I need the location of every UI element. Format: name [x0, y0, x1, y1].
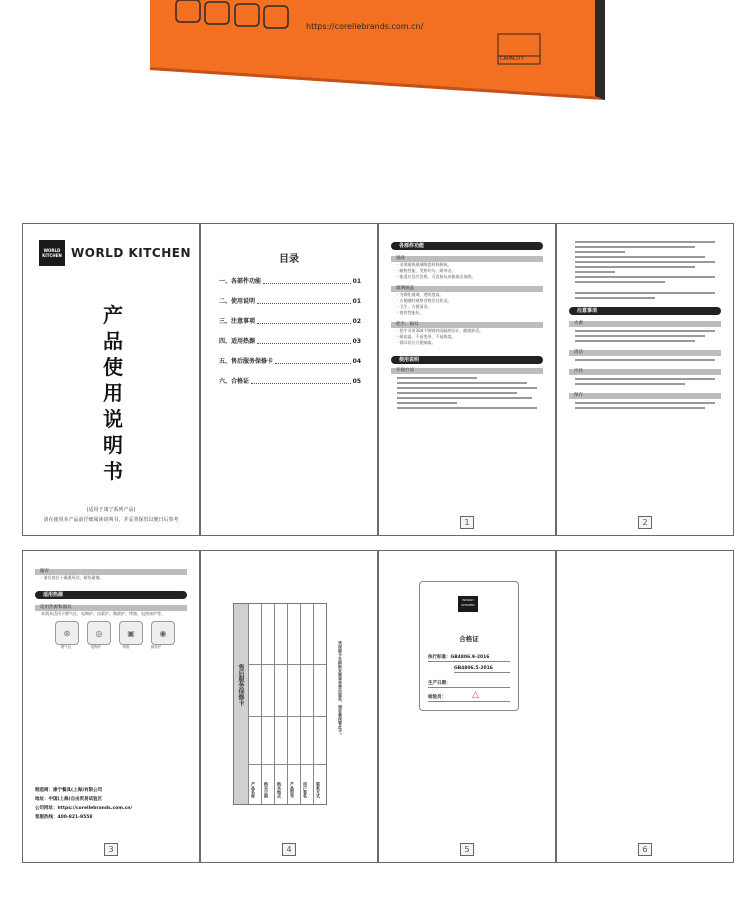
heat-source-icons [35, 621, 187, 645]
cert-date: 生产日期： [428, 680, 510, 688]
toc-item[interactable]: 一、各部件功能 01 [219, 278, 361, 285]
subsection-bar: 玻璃锅盖 [391, 286, 543, 292]
cover-note-2: 请在使用本产品前仔细阅读说明书，并妥善保管以便日后参考 [43, 517, 179, 523]
ceramic-hob-icon: ◎ [87, 621, 111, 645]
subsection-bar: 冷热 [569, 369, 721, 375]
toc-list [219, 276, 361, 396]
subsection-bar: 适用热源和器具 [35, 605, 187, 611]
page-number: 3 [104, 843, 118, 856]
cover-title: 产 品 使 用 说 明 书 [103, 303, 123, 483]
company-info: 制造商：康宁餐具(上海)有限公司 地址：中国(上海)自由贸易试验区 公司网址：https://corellebrands.com.cn/ 客服热线：400-821-9558 [35, 788, 133, 820]
toc-item[interactable]: 四、适用热源 03 [219, 338, 361, 345]
page-number: 2 [638, 516, 652, 529]
box-capacity: CAPACITY [500, 56, 525, 62]
cover-panel [22, 223, 200, 536]
brand-name: WORLD KITCHEN [71, 246, 192, 260]
microwave-icon: ◉ [151, 621, 175, 645]
section-bar: 注意事项 [569, 307, 721, 315]
certificate-title: 合格证 [459, 635, 479, 643]
brand [39, 240, 191, 266]
text-line: · 锅耳设计方便端取。 [397, 340, 436, 345]
box-url: https://corellebrands.com.cn/ [306, 22, 424, 31]
subsection-bar: 保存 [569, 393, 721, 399]
text-line: · 采用耐热玻璃陶瓷材料制成。 [397, 262, 452, 267]
toc-item[interactable]: 三、注意事项 02 [219, 318, 361, 325]
text-line: · 密封性能好。 [397, 310, 424, 315]
subsection-bar: 火源 [569, 321, 721, 327]
page-1-panel [378, 223, 556, 536]
toc-item[interactable]: 五、售后服务保修卡 04 [219, 358, 361, 365]
page-1-content [391, 242, 543, 411]
page-4-panel [200, 550, 378, 863]
warranty-header: 售后服务保修卡 [234, 604, 248, 804]
warranty-field: 产品型号 [290, 782, 295, 798]
toc-item[interactable]: 六、合格证 05 [219, 378, 361, 385]
warranty-field: 产品名称 [251, 782, 256, 798]
subsection-bar: 锅身 [391, 256, 543, 262]
section-bar: 各部件功能 [391, 242, 543, 250]
cert-standard-2: GB4806.5-2016 [454, 666, 510, 673]
brand-logo-text: WORLD KITCHEN [42, 248, 62, 258]
subsection-bar: 开锅方法 [391, 368, 543, 374]
warranty-note: 凭保修卡及购物发票享受售后服务，请妥善保管此卡。 [338, 641, 343, 737]
cover-note-1: (适用于康宁系列产品) [86, 507, 136, 513]
page-3-content [35, 569, 187, 650]
page-number: 4 [282, 843, 296, 856]
text-line: · 耐热性能，受热均匀，耐冲击。 [397, 268, 456, 273]
subsection-bar: 把手、锅耳 [391, 322, 543, 328]
brand-logo: WORLD KITCHEN [458, 596, 478, 612]
subsection-bar: 储存 [35, 569, 187, 575]
warranty-field: 购买日期 [264, 782, 269, 798]
page-2-panel [556, 223, 734, 536]
section-bar: 使用说明 [391, 356, 543, 364]
oven-icon: ▣ [119, 621, 143, 645]
toc-item[interactable]: 二、使用说明 01 [219, 298, 361, 305]
page-2-content [569, 238, 721, 411]
page-number: 5 [460, 843, 474, 856]
brand-logo [39, 240, 65, 266]
cert-standard: 执行标准：GB4806.9-2016 [428, 654, 510, 662]
subsection-bar: 清洁 [569, 350, 721, 356]
text-line: · 方便随时观察食物烹饪状况。 [397, 298, 452, 303]
warranty-card [233, 603, 327, 805]
text-line: 本锅具适用于燃气灶、电陶炉、卤素炉、微波炉、烤箱、电热丝炉等。 [41, 611, 165, 616]
text-line: · 为钢化玻璃，透明度高。 [397, 292, 444, 297]
certificate-card [419, 581, 519, 711]
text-line: · 耐高温，不易变形，不易脱落。 [397, 334, 456, 339]
page-number: 6 [638, 843, 652, 856]
product-box-graphic [150, 0, 605, 100]
toc-panel [200, 223, 378, 536]
heat-source-labels: 燃气灶 电陶炉 烤箱 微波炉 [60, 645, 162, 649]
warranty-field: 用户签名 [303, 782, 308, 798]
text-line: · 卫生，方便清洁。 [397, 304, 432, 309]
page-number: 1 [460, 516, 474, 529]
gas-stove-icon: ⊛ [55, 621, 79, 645]
text-line: · 能适应急冷急热，可直接从冰箱取出加热。 [397, 274, 476, 279]
page-6-panel [556, 550, 734, 863]
page-3-panel [22, 550, 200, 863]
toc-title: 目录 [279, 254, 299, 265]
warranty-field: 购买地点 [277, 782, 282, 798]
cert-inspector: 检验员： [428, 694, 510, 702]
text-line: · 请存放在干燥通风处，避免碰撞。 [41, 575, 104, 580]
product-box [150, 0, 605, 100]
text-line: · 把手采用304不锈钢材质隔热设计，握感舒适。 [397, 328, 484, 333]
page-5-panel [378, 550, 556, 863]
section-bar: 适用热源 [35, 591, 187, 599]
warranty-field: 联系方式 [316, 782, 321, 798]
inspection-stamp-icon: △ [472, 690, 479, 700]
